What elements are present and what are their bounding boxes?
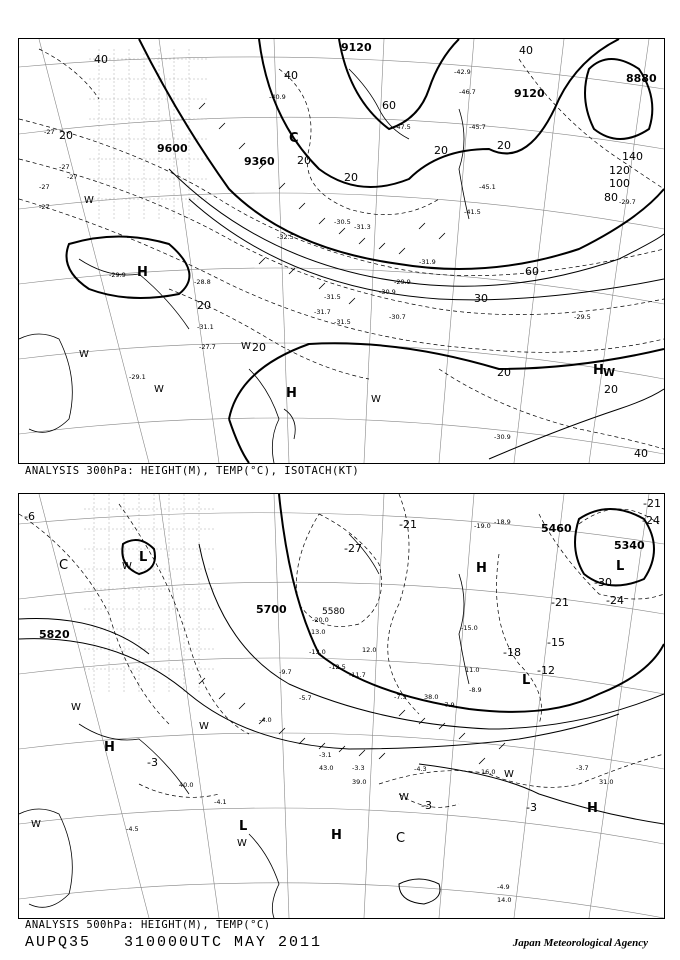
station-label: 43.0	[319, 764, 334, 772]
isotach-label: 100	[609, 177, 630, 190]
station-label: -7.9	[442, 701, 455, 709]
isotach-label: 120	[609, 164, 630, 177]
station-label: -4.3	[414, 765, 427, 773]
agency-name: Japan Meteorological Agency	[512, 937, 648, 949]
isotherms	[19, 49, 664, 449]
warm-marker: W	[79, 349, 89, 360]
isotach-label: 20	[434, 144, 448, 157]
temp-label: -30.9	[379, 288, 396, 296]
warm-marker: W	[199, 721, 209, 732]
height-label: 8880	[626, 72, 657, 85]
height-label: 5820	[39, 628, 70, 641]
isotherm-label: -12	[537, 664, 555, 677]
isotherm-label: -15	[547, 636, 565, 649]
station-label: 16.0	[481, 768, 496, 776]
temp-label: -47.5	[394, 123, 411, 131]
station-label: -4.1	[214, 798, 227, 806]
height-label: 9120	[341, 41, 372, 54]
temp-label: -29.5	[574, 313, 591, 321]
temp-label: -30.5	[334, 218, 351, 226]
warm-marker: W	[603, 366, 616, 379]
isotach-label: 40	[94, 53, 108, 66]
station-label: -3.3	[352, 764, 365, 772]
temp-label: -29.1	[129, 373, 146, 381]
low-pressure-marker: L	[616, 559, 625, 574]
isotherm-label: -18	[503, 646, 521, 659]
warm-marker: W	[237, 838, 247, 849]
station-label: -19.0	[474, 522, 491, 530]
station-label: 12.0	[362, 646, 377, 654]
warm-marker: W	[122, 561, 132, 572]
isotach-label: 20	[344, 171, 358, 184]
station-label: -20.0	[312, 616, 329, 624]
isotherm-label: -21	[643, 497, 661, 510]
chart-header	[25, 934, 322, 951]
height-label: 5580	[322, 607, 345, 617]
temp-label: -31.5	[334, 318, 351, 326]
station-label: -4.5	[126, 825, 139, 833]
station-label: 31.0	[599, 778, 614, 786]
height-label: 9120	[514, 87, 545, 100]
warm-marker: W	[241, 341, 251, 352]
isotherm-label: -3	[421, 799, 432, 812]
temp-label: -27	[59, 163, 70, 171]
isotherm-label: -21	[551, 596, 569, 609]
isotach-label: 20	[497, 139, 511, 152]
high-pressure-marker: H	[137, 265, 148, 280]
graticule	[19, 39, 664, 463]
panel-caption: ANALYSIS 300hPa: HEIGHT(M), TEMP(°C), ISOTACH(KT)	[25, 465, 360, 477]
temp-label: -30.9	[494, 433, 511, 441]
isotach-label: 20	[297, 154, 311, 167]
isotherm-label: -24	[606, 594, 624, 607]
high-pressure-marker: H	[587, 801, 598, 816]
temp-label: -46.7	[459, 88, 476, 96]
temp-label: -29.9	[394, 278, 411, 286]
isotherm-label: -3	[526, 801, 537, 814]
high-pressure-marker: H	[331, 828, 342, 843]
station-label: -3.1	[319, 751, 332, 759]
cold-marker: C	[396, 831, 406, 846]
station-label: -9.7	[279, 668, 292, 676]
cold-marker: C	[289, 131, 299, 146]
hatched-area	[84, 494, 214, 694]
isotach-label: 20	[59, 129, 73, 142]
warm-marker: W	[154, 384, 164, 395]
warm-marker: W	[71, 702, 81, 713]
temp-label: -31.7	[314, 308, 331, 316]
temp-label: -41.5	[464, 208, 481, 216]
warm-marker: W	[84, 195, 94, 206]
map-500hpa-drawing	[19, 494, 664, 918]
temp-label: -45.1	[479, 183, 496, 191]
temp-label: -30.7	[389, 313, 406, 321]
map-300hpa-drawing	[19, 39, 664, 463]
isotach-label: 30	[474, 292, 488, 305]
station-label: 14.0	[497, 896, 512, 904]
isotach-label: 60	[525, 265, 539, 278]
isotach-label: 20	[197, 299, 211, 312]
warm-marker: W	[399, 792, 409, 803]
isotherms	[19, 494, 664, 807]
height-label: 9360	[244, 155, 275, 168]
height-label: 9600	[157, 142, 188, 155]
high-pressure-marker: H	[593, 363, 604, 378]
temp-label: -27	[44, 128, 55, 136]
station-label: -3.7	[576, 764, 589, 772]
station-label: -5.7	[299, 694, 312, 702]
wind-barbs	[199, 103, 445, 304]
isotherm-label: -21	[399, 518, 417, 531]
station-label: -7.5	[394, 693, 407, 701]
isotach-label: 20	[497, 366, 511, 379]
chart-id: AUPQ35	[25, 934, 92, 951]
station-label: -12.5	[329, 663, 346, 671]
wind-barbs	[199, 678, 505, 764]
height-contours	[67, 39, 665, 463]
isotach-label: 40	[634, 447, 648, 460]
warm-marker: W	[31, 819, 41, 830]
isotherm-label: -30	[594, 576, 612, 589]
station-label: 38.0	[424, 693, 439, 701]
temp-label: -42.9	[454, 68, 471, 76]
temp-label: -31.5	[324, 293, 341, 301]
temp-label: -27.7	[199, 343, 216, 351]
height-label: 5700	[256, 603, 287, 616]
isotherm-label: -24	[642, 514, 660, 527]
temp-label: -40.9	[269, 93, 286, 101]
isotach-label: 20	[604, 383, 618, 396]
isotherm-label: -3	[147, 756, 158, 769]
hatched-area	[89, 49, 209, 219]
isotach-label: 140	[622, 150, 643, 163]
warm-marker: W	[371, 394, 381, 405]
isotach-label: 40	[284, 69, 298, 82]
temp-label: -31.3	[354, 223, 371, 231]
high-pressure-marker: H	[104, 740, 115, 755]
station-label: -4.9	[497, 883, 510, 891]
station-label: -15.0	[461, 624, 478, 632]
isotherm-label: -27	[344, 542, 362, 555]
temp-label: -31.9	[419, 258, 436, 266]
low-pressure-marker: L	[522, 673, 531, 688]
temp-label: -27	[67, 173, 78, 181]
temp-label: -27	[39, 203, 50, 211]
panel-caption: ANALYSIS 500hPa: HEIGHT(M), TEMP(°C)	[25, 919, 271, 931]
temp-label: -28.8	[194, 278, 211, 286]
high-pressure-marker: H	[476, 561, 487, 576]
station-label: 40.0	[179, 781, 194, 789]
isotach-label: 20	[252, 341, 266, 354]
temp-label: -29.7	[619, 198, 636, 206]
temp-label: -45.7	[469, 123, 486, 131]
isotherm-label: -6	[24, 510, 35, 523]
high-pressure-marker: H	[286, 386, 297, 401]
temp-label: -32.5	[277, 233, 294, 241]
height-label: 5460	[541, 522, 572, 535]
station-label: 13.0	[311, 628, 326, 636]
low-pressure-marker: L	[239, 819, 248, 834]
map-300hpa	[18, 38, 665, 464]
cold-marker: C	[59, 558, 69, 573]
station-label: -8.9	[469, 686, 482, 694]
isotach-label: 60	[382, 99, 396, 112]
height-label: 5340	[614, 539, 645, 552]
station-label: 39.0	[352, 778, 367, 786]
isotach-label: 80	[604, 191, 618, 204]
temp-label: -31.1	[197, 323, 214, 331]
warm-marker: W	[504, 769, 514, 780]
map-500hpa	[18, 493, 665, 919]
isotach-label: 40	[519, 44, 533, 57]
temp-label: -29.9	[109, 271, 126, 279]
station-label: -4.0	[259, 716, 272, 724]
station-label: -13.0	[309, 648, 326, 656]
temp-label: -27	[39, 183, 50, 191]
valid-time: 310000UTC MAY 2011	[124, 934, 323, 951]
station-label: -18.9	[494, 518, 511, 526]
low-pressure-marker: L	[139, 550, 148, 565]
station-label: -11.7	[349, 671, 366, 679]
station-label: 11.0	[465, 666, 480, 674]
